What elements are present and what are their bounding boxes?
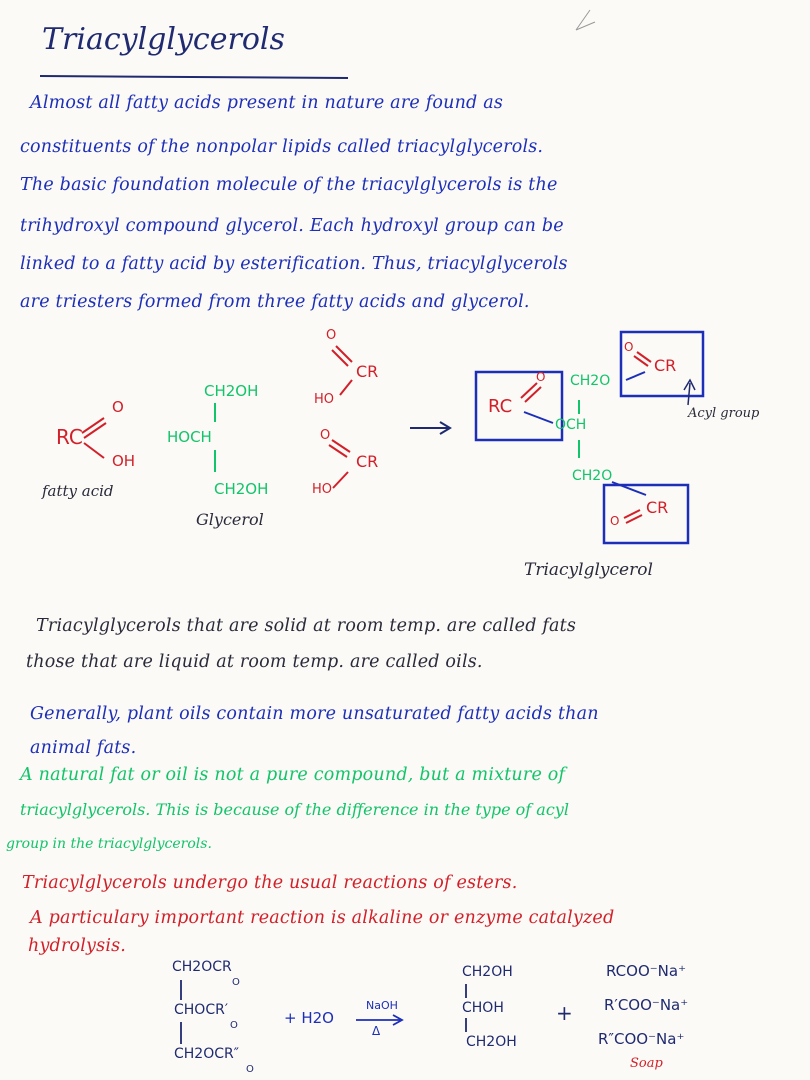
- fatty-acid-oh: OH: [112, 452, 136, 470]
- ester-o3: O: [246, 1064, 254, 1075]
- intro-line: The basic foundation molecule of the triacylglycerols is the: [20, 175, 558, 195]
- intro-line: are triesters formed from three fatty acids and glycerol.: [20, 292, 530, 312]
- mixture-line: group in the triacylglycerols.: [6, 836, 212, 852]
- acid1-cr: CR: [356, 362, 379, 381]
- acid1-o: O: [326, 328, 337, 343]
- mixture-line: A natural fat or oil is not a pure compound, but a mixture of: [20, 765, 566, 785]
- product-label: Triacylglycerol: [524, 560, 653, 580]
- fats-line: those that are liquid at room temp. are called oils.: [26, 652, 483, 672]
- acyl-group-label: Acyl group: [688, 406, 760, 421]
- reaction-line: Triacylglycerols undergo the usual reactions of esters.: [22, 873, 518, 893]
- soap-row2: R′COO⁻Na⁺: [604, 996, 689, 1014]
- fatty-acid-o: O: [112, 398, 124, 416]
- acid2-cr: CR: [356, 452, 379, 471]
- intro-line: Almost all fatty acids present in nature are found as: [30, 93, 504, 113]
- product-cr-bot: CR: [646, 498, 669, 517]
- product-rc: RC: [488, 396, 513, 417]
- ester-row3: CH2OCR″: [174, 1046, 239, 1062]
- fatty-acid-label: fatty acid: [42, 482, 114, 500]
- delta-label: Δ: [372, 1024, 381, 1038]
- acid2-o: O: [320, 428, 331, 443]
- glycerol-mid: HOCH: [167, 428, 212, 446]
- glycerol-bot: CH2OH: [214, 480, 269, 498]
- product-o-bot: O: [610, 514, 620, 528]
- page-title: Triacylglycerols: [42, 22, 285, 57]
- intro-line: linked to a fatty acid by esterification. Thus, triacylglycerols: [20, 254, 568, 274]
- product-o-top: O: [624, 340, 634, 354]
- acid1-ho: HO: [314, 392, 335, 407]
- ester-row1: CH2OCR: [172, 959, 232, 975]
- plant-oils-line: Generally, plant oils contain more unsaturated fatty acids than: [30, 704, 599, 724]
- ester-o2: O: [230, 1020, 238, 1031]
- reaction-line: A particulary important reaction is alkaline or enzyme catalyzed: [30, 908, 615, 928]
- soap-row1: RCOO⁻Na⁺: [606, 962, 687, 980]
- mixture-line: triacylglycerols. This is because of the difference in the type of acyl: [20, 800, 569, 819]
- plus-sign: +: [556, 1001, 573, 1025]
- soap-label: Soap: [630, 1056, 663, 1071]
- glycerol-p1: CH2OH: [462, 964, 513, 980]
- reaction-line: hydrolysis.: [28, 936, 127, 956]
- plus-water: + H2O: [284, 1009, 334, 1027]
- product-cr-top: CR: [654, 356, 677, 375]
- glycerol-p2: CHOH: [462, 1000, 504, 1016]
- product-ch2o-bot: CH2O: [572, 468, 613, 484]
- soap-row3: R″COO⁻Na⁺: [598, 1030, 685, 1048]
- glycerol-p3: CH2OH: [466, 1034, 517, 1050]
- glycerol-label: Glycerol: [196, 510, 264, 529]
- product-ch2o-top: CH2O: [570, 373, 611, 389]
- acid2-ho: HO: [312, 482, 333, 497]
- product-o1: O: [536, 370, 546, 384]
- glycerol-top: CH2OH: [204, 382, 259, 400]
- intro-line: constituents of the nonpolar lipids called triacylglycerols.: [20, 137, 544, 157]
- fats-line: Triacylglycerols that are solid at room temp. are called fats: [36, 616, 577, 636]
- intro-line: trihydroxyl compound glycerol. Each hydroxyl group can be: [20, 216, 564, 236]
- plant-oils-line: animal fats.: [30, 738, 137, 758]
- ester-row2: CHOCR′: [174, 1002, 229, 1018]
- product-och: OCH: [555, 417, 587, 433]
- ester-o1: O: [232, 977, 240, 988]
- naoh-label: NaOH: [366, 999, 398, 1012]
- fatty-acid-rc: RC: [56, 425, 83, 449]
